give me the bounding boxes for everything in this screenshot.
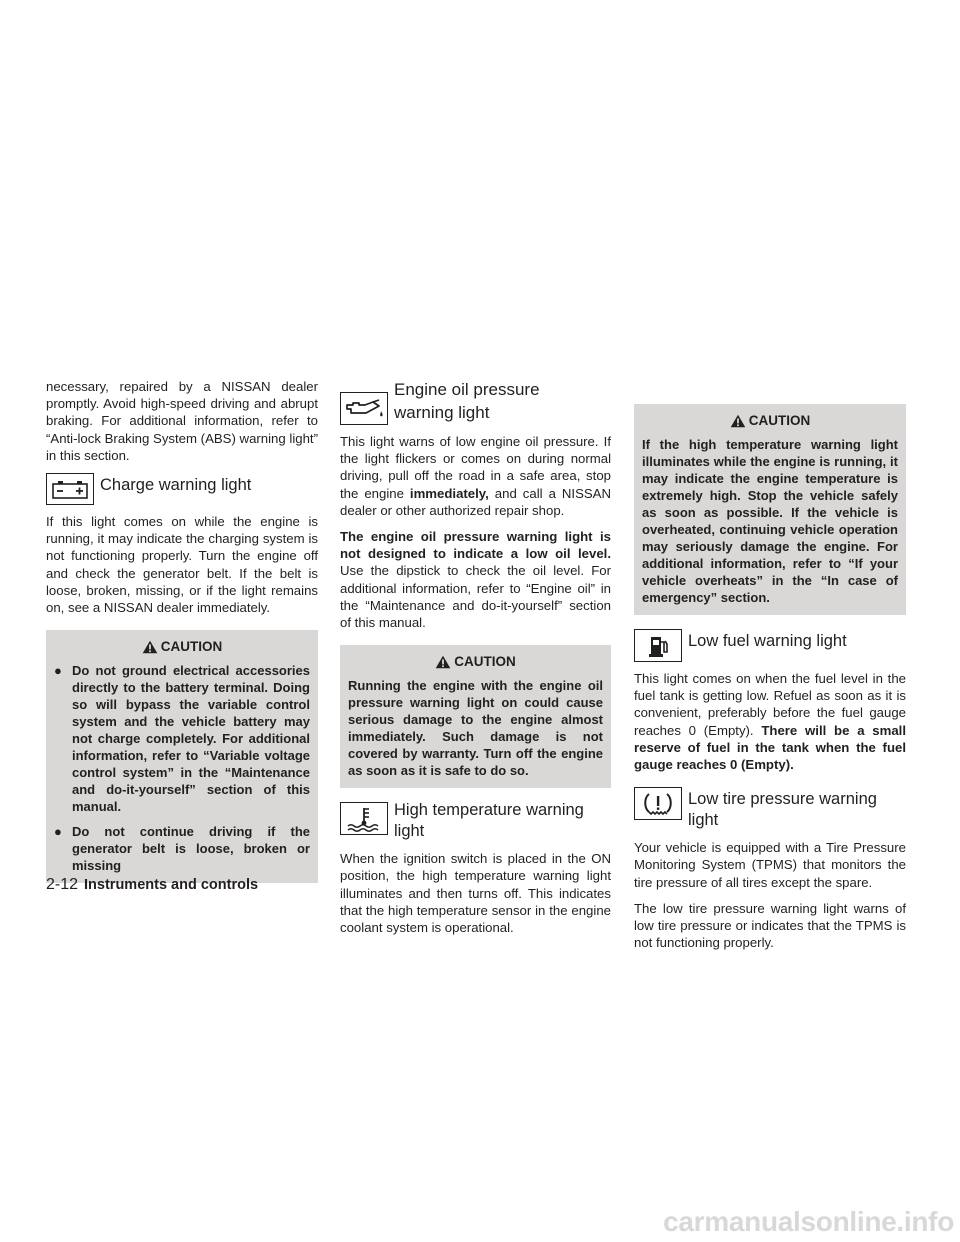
caution-list bbox=[54, 662, 310, 874]
column-middle bbox=[340, 378, 611, 945]
low-tire-body-1: Your vehicle is equipped with a Tire Pressure Monitoring System (TPMS) that monitors the tire pressure of all tires except the spare. bbox=[634, 840, 906, 890]
caution-header bbox=[348, 653, 603, 670]
warning-triangle-icon bbox=[435, 655, 451, 669]
caution-text: If the high temperature warning light illuminates while the engine is running, it may indicate the engine temperature is extremely high. Stop the vehicle safely as soon as possible. If the vehicle is overheated, continuing vehicle operation may seriously damage the engine. For additional information, refer to “If your vehicle overheats” in the “In case of emergency” section. bbox=[642, 437, 898, 605]
caution-text: Running the engine with the engine oil pressure warning light on could cause serious damage to the engine almost immediately. Such damage is not covered by warranty. Turn off the engine as soon as it is safe to do so. bbox=[348, 678, 603, 779]
low-fuel-title: Low fuel warning light bbox=[688, 632, 847, 650]
low-fuel-body bbox=[634, 670, 906, 773]
warning-triangle-icon bbox=[142, 640, 158, 654]
high-temp-heading bbox=[340, 798, 611, 842]
oil-body-emphasis: immediately, bbox=[409, 485, 489, 501]
caution-list-item bbox=[54, 823, 310, 874]
oil-level-note: The engine oil pressure warning light is not designed to indicate a low oil level. bbox=[340, 529, 611, 562]
fuel-pump-icon bbox=[634, 629, 682, 662]
low-fuel-heading bbox=[634, 629, 906, 662]
caution-label: CAUTION bbox=[160, 639, 223, 655]
caution-header bbox=[54, 638, 310, 655]
oil-body-text: This light warns of low engine oil pressure. If the light flickers or comes on during normal driving, pull off the road in a safe area, stop the engine bbox=[340, 434, 611, 501]
caution-item-text: Do not continue driving if the generator belt is loose, broken or missing bbox=[72, 824, 310, 874]
watermark: carmanualsonline.info bbox=[663, 1206, 954, 1237]
bullet-icon: ● bbox=[54, 663, 62, 679]
column-right bbox=[634, 404, 906, 960]
caution-list-item bbox=[54, 662, 310, 815]
coolant-temperature-icon bbox=[340, 802, 388, 835]
battery-icon bbox=[46, 473, 94, 505]
caution-box-overheat bbox=[634, 404, 906, 615]
low-tire-body-2: The low tire pressure warning light warns of low tire pressure or indicates that the TPMS is not functioning properly. bbox=[634, 900, 906, 951]
page-number: 2-12 bbox=[46, 876, 79, 893]
warning-triangle-icon bbox=[730, 414, 746, 428]
caution-header bbox=[642, 412, 898, 429]
intro-paragraph: necessary, repaired by a NISSAN dealer promptly. Avoid high-speed driving and abrupt braking. For additional information, refer to “Anti-lock Braking System (ABS) warning light” in this section. bbox=[46, 379, 318, 463]
caution-box-charge bbox=[46, 630, 318, 883]
high-temp-body: When the ignition switch is placed in the ON position, the high temperature warning light illuminates and then turns off. This indicates that the high temperature sensor in the engine coolant system is operational. bbox=[340, 851, 611, 936]
charge-warning-heading bbox=[46, 473, 318, 505]
oil-pressure-body-1 bbox=[340, 433, 611, 519]
low-tire-heading bbox=[634, 787, 906, 831]
page-footer bbox=[46, 876, 258, 894]
oil-pressure-heading bbox=[340, 378, 611, 425]
caution-item-text: Do not ground electrical accessories directly to the battery terminal. Doing so will bypass the variable control system and the vehicle battery may not charge completely. For additional information, refer to “Variable voltage control system” in the “Maintenance and do-it-yourself” section of this manual. bbox=[72, 663, 310, 815]
section-title: Instruments and controls bbox=[84, 877, 259, 893]
bullet-icon: ● bbox=[54, 824, 62, 840]
caution-box-oil bbox=[340, 645, 611, 788]
oil-body-text: and call a NISSAN dealer or other authorized repair shop. bbox=[340, 485, 611, 518]
low-tire-title: Low tire pressure warning light bbox=[688, 790, 877, 830]
tire-pressure-icon bbox=[634, 787, 682, 820]
oil-pressure-title: Engine oil pressure warning light bbox=[394, 380, 540, 422]
oil-body-text: Use the dipstick to check the oil level. For additional information, refer to “Engine oil” in the “Maintenance and do-it-yourself” section of this manual. bbox=[340, 563, 611, 631]
high-temp-title: High temperature warning light bbox=[394, 801, 584, 841]
charge-warning-body: If this light comes on while the engine is running, it may indicate the charging system is not functioning properly. Turn the engine off and check the generator belt. If the belt is loose, broken, missing, or if the light remains on, see a NISSAN dealer immediately. bbox=[46, 514, 318, 616]
caution-label: CAUTION bbox=[454, 654, 516, 670]
oil-pressure-body-2 bbox=[340, 528, 611, 631]
caution-label: CAUTION bbox=[748, 413, 811, 428]
charge-warning-title: Charge warning light bbox=[100, 476, 252, 495]
oil-can-icon bbox=[340, 392, 388, 425]
fuel-reserve-note: There will be a small reserve of fuel in the tank when the fuel gauge reaches 0 (Empty). bbox=[634, 722, 907, 773]
fuel-body-text: This light comes on when the fuel level in the fuel tank is getting low. Refuel as soon as it is convenient, preferably before the fuel gauge reaches 0 (Empty). bbox=[634, 671, 906, 738]
column-left bbox=[46, 378, 318, 893]
